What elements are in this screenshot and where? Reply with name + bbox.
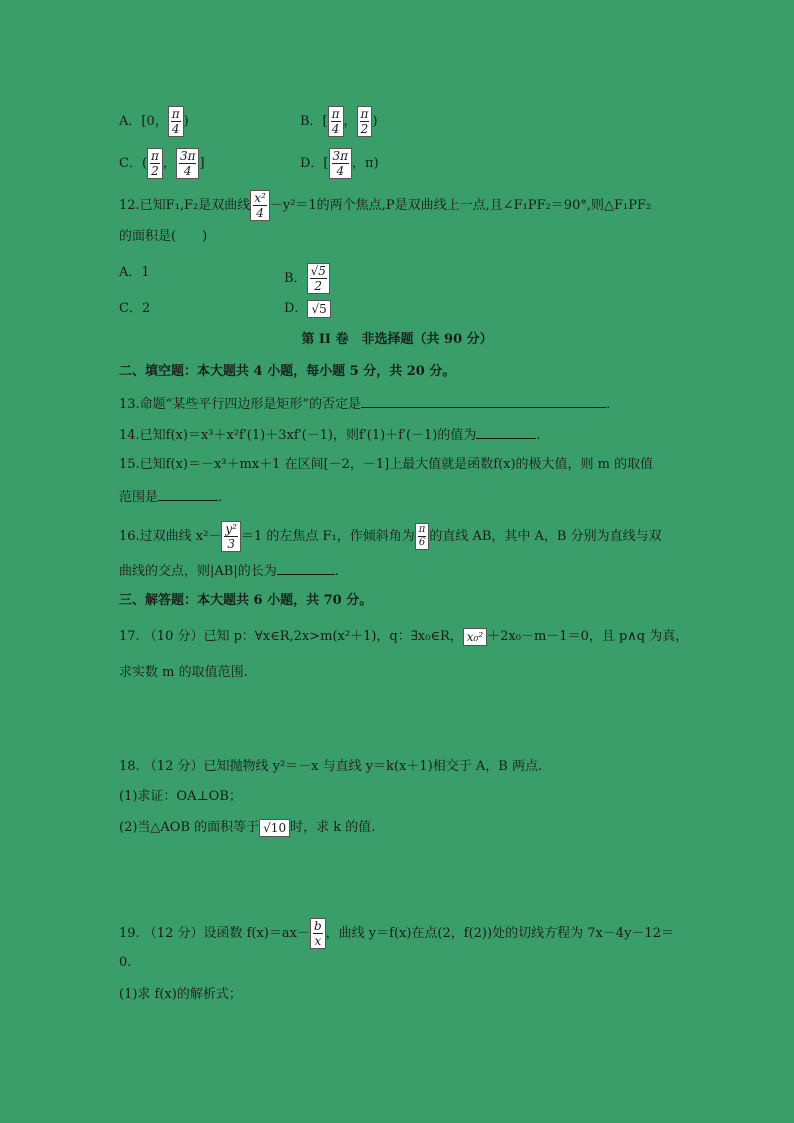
q12-stem: 12.已知F₁,F₂是双曲线 $\frac{\text{x²}}{4}$ －y²＝1的两个焦点,P是双曲线上一点,且∠F₁PF₂＝90°,则△F₁PF₂ xyxy=(119,191,652,220)
sqrt-box: √5 xyxy=(307,300,330,318)
q18-part1: (1)求证：OA⊥OB； xyxy=(119,789,242,804)
answer-blank[interactable] xyxy=(476,424,536,439)
math-box: x₀² xyxy=(463,628,487,646)
q11-option-c: C．( $\frac{\pi}{2}$ ， $\frac{3\pi}{4}$ ] xyxy=(119,149,205,178)
fill-section-header: 二、填空题：本大题共 4 小题，每小题 5 分，共 20 分。 xyxy=(119,364,456,379)
fraction-box: $\frac{3\pi}{4}$ xyxy=(176,148,200,179)
fraction-box: $\frac{3\pi}{4}$ xyxy=(329,148,353,179)
q12-stem-line2: 的面积是( ) xyxy=(119,229,208,244)
fraction-box: $\frac{\text{y²}}{3}$ xyxy=(221,521,241,552)
q13: 13.命题“某些平行四边形是矩形”的否定是 . xyxy=(119,393,610,415)
q12-option-c: C．2 xyxy=(119,301,151,316)
fraction-box: $\frac{√5}{2}$ xyxy=(307,263,330,294)
q19-part1: (1)求 f(x)的解析式； xyxy=(119,987,242,1002)
q12-option-b: B． $\frac{√5}{2}$ xyxy=(284,263,330,294)
answer-blank[interactable] xyxy=(277,560,335,575)
section-title: 第 II 卷 非选择题（共 90 分） xyxy=(301,332,493,347)
fraction-box: $\frac{\pi}{2}$ xyxy=(357,106,373,137)
solve-section-header: 三、解答题：本大题共 6 小题，共 70 分。 xyxy=(119,593,373,608)
q12-option-a: A．1 xyxy=(119,265,150,280)
q11-option-d: D．[ $\frac{3\pi}{4}$ ，π) xyxy=(300,149,379,178)
sqrt-box: √10 xyxy=(259,819,290,837)
fraction-box: $\frac{\pi}{4}$ xyxy=(168,106,184,137)
answer-blank[interactable] xyxy=(158,486,218,501)
q14: 14.已知f(x)＝x³＋x²f′(1)＋3xf′(－1)，则f′(1)＋f′(－1)的值为 . xyxy=(119,424,541,446)
fraction-box: $\frac{\pi}{2}$ xyxy=(147,148,163,179)
q18-part2: (2)当△AOB 的面积等于 √10 时，求 k 的值. xyxy=(119,820,376,835)
fraction-box: $\frac{\pi}{6}$ xyxy=(415,523,430,550)
q11-option-a: A．[0， $\frac{\pi}{4}$ ) xyxy=(119,107,189,136)
option-a-prefix: A．[0， xyxy=(119,114,168,129)
q19-line2: 0. xyxy=(119,955,132,970)
fraction-box: $\frac{\pi}{4}$ xyxy=(328,106,344,137)
q19-line1: 19. （12 分）设函数 f(x)＝ax－ $\frac{b}{x}$ ，曲线 y＝f(x)在点(2，f(2))处的切线方程为 7x－4y－12＝ xyxy=(119,919,674,948)
q11-option-b: B．[ $\frac{\pi}{4}$ ， $\frac{\pi}{2}$ ) xyxy=(300,107,378,136)
q15-line1: 15.已知f(x)＝－x³＋mx＋1 在区间[－2，－1]上最大值就是函数f(x)的极大值，则 m 的取值 xyxy=(119,457,654,472)
q17-line1: 17. （10 分）已知 p：∀x∈R,2x>m(x²＋1)，q：∃x₀∈R， x₀² ＋2x₀－m－1＝0，且 p∧q 为真， xyxy=(119,629,689,644)
q17-line2: 求实数 m 的取值范围. xyxy=(119,665,248,680)
q16-line2: 曲线的交点，则|AB|的长为 . xyxy=(119,560,339,582)
q18-line1: 18. （12 分）已知抛物线 y²＝－x 与直线 y＝k(x＋1)相交于 A，B 两点. xyxy=(119,759,543,774)
fraction-box: $\frac{b}{x}$ xyxy=(310,918,326,949)
answer-blank[interactable] xyxy=(361,393,606,408)
fraction-box: $\frac{\text{x²}}{4}$ xyxy=(250,190,270,221)
q15-line2: 范围是 . xyxy=(119,486,222,508)
q12-option-d: D． √5 xyxy=(284,299,331,319)
q16-line1: 16.过双曲线 x²－ $\frac{\text{y²}}{3}$ ＝1 的左焦点 F₁，作倾斜角为 $\frac{\pi}{6}$ 的直线 AB，其中 A，B 分别为直线与双 xyxy=(119,522,662,551)
